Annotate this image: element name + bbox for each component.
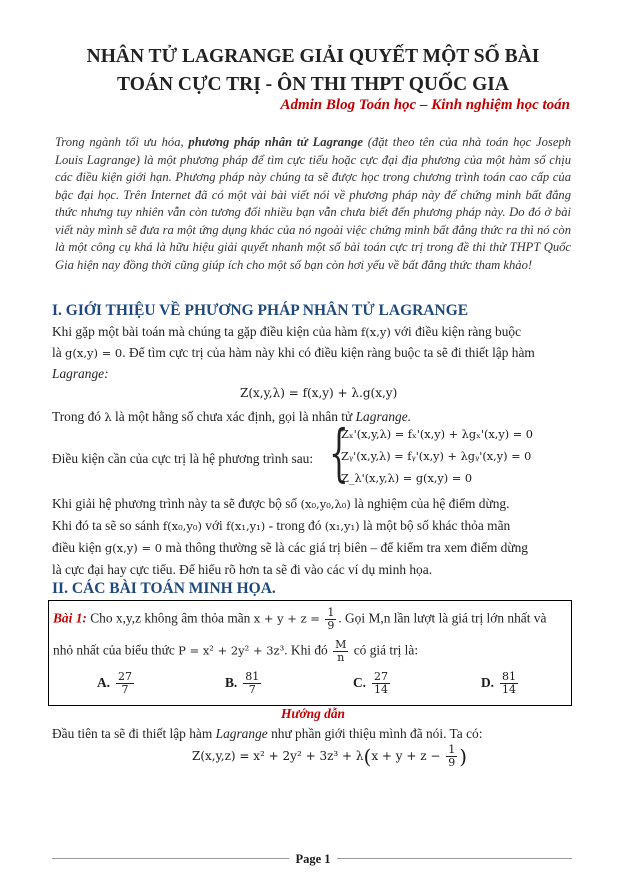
option-b[interactable]: B. $\frac{81}{7}$ — [225, 670, 260, 696]
s1-paragraph-5: Khi đó ta sẽ so sánh f(x₀,y₀) với f(x₁,y₁) - trong đó (x₁,y₁) là một bộ số khác thỏa mãn — [52, 518, 511, 533]
page-number: Page 1 — [0, 852, 626, 867]
s1-paragraph-2: Trong đó λ là một hằng số chưa xác định, gọi là nhân tử Lagrange. — [52, 409, 412, 424]
s1-paragraph-3: Điều kiện cần của cực trị là hệ phương trình sau: — [52, 451, 314, 466]
problem-1-statement-2: nhỏ nhất của biểu thức P = x² + 2y² + 3z³. Khi đó $\frac{M}{n}$ có giá trị là: — [53, 638, 419, 664]
fraction-one-ninth-2: $\frac{1}{9}$ — [448, 743, 456, 769]
s1-paragraph-4: Khi giải hệ phương trình này ta sẽ được bộ số (x₀,y₀,λ₀) là nghiệm của hệ điểm dừng. — [52, 496, 510, 511]
lagrange-equation-problem-1: Z(x,y,z) = x² + 2y² + 3z³ + λ(x + y + z − $\frac{1}{9}$ ) — [192, 743, 468, 769]
huong-dan-heading: Hướng dẫn — [281, 706, 345, 721]
option-a[interactable]: A. $\frac{27}{7}$ — [97, 670, 133, 696]
option-c[interactable]: C. $\frac{27}{14}$ — [353, 670, 389, 696]
author-line: Admin Blog Toán học – Kinh nghiệm học toán — [280, 97, 570, 113]
s1-paragraph-1: Khi gặp một bài toán mà chúng ta gặp điều kiện của hàm f(x,y) với điều kiện ràng buộc — [52, 324, 522, 339]
page-title-line-1: NHÂN TỬ LAGRANGE GIẢI QUYẾT MỘT SỐ BÀI — [86, 46, 540, 67]
system-line-2: Zᵧ'(x,y,λ) = fᵧ'(x,y) + λgᵧ'(x,y) = 0 — [341, 450, 532, 463]
equation-system — [329, 416, 559, 494]
solution-intro: Đầu tiên ta sẽ đi thiết lập hàm Lagrange như phần giới thiệu mình đã nói. Ta có: — [52, 726, 483, 741]
s1-paragraph-1b: là g(x,y) = 0. Để tìm cực trị của hàm này khi có điều kiện ràng buộc ta sẽ đi thiết lập hàm — [52, 345, 535, 360]
page-title-line-2: TOÁN CỰC TRỊ - ÔN THI THPT QUỐC GIA — [117, 74, 509, 95]
section-1-heading: I. GIỚI THIỆU VỀ PHƯƠNG PHÁP NHÂN TỬ LAGRANGE — [52, 302, 469, 319]
section-2-heading: II. CÁC BÀI TOÁN MINH HỌA. — [52, 580, 276, 597]
s1-lagrange-label: Lagrange: — [52, 366, 109, 381]
s1-paragraph-6: điều kiện g(x,y) = 0 mà thông thường sẽ là các giá trị biên – để kiểm tra xem điểm dừng — [52, 540, 528, 555]
system-line-1: Zₓ'(x,y,λ) = fₓ'(x,y) + λgₓ'(x,y) = 0 — [341, 428, 533, 441]
lagrange-function-equation: Z(x,y,λ) = f(x,y) + λ.g(x,y) — [240, 386, 398, 400]
intro-paragraph: Trong ngành tối ưu hóa, phương pháp nhân tử Lagrange (đặt theo tên của nhà toán học Joseph Louis Lagrange) là một phương pháp để tìm cực tiểu hoặc cực đại địa phương của một hàm số chịu các điều kiện giới hạn. Phương pháp này chúng ta sẽ được học trong chương trình toán cao cấp của bậc đại học. Trên Internet đã có một vài bài viết nói về phương pháp này để chứng minh bất đẳng thức nhưng tuy nhiên vẫn còn tương đối nhiều bạn vẫn chưa biết đến phương pháp này. Do đó ở bài viết này mình sẽ đưa ra một ứng dụng khác của nó ngoài việc chứng minh bất đẳng thức ra thì nó còn là một công cụ khá là hữu hiệu giải quyết nhanh một số bài toán cực trị trong đề thi thử THPT Quốc Gia hiện nay đồng thời cũng giúp ích cho một số bạn còn hơi yếu về bất đẳng thức tham khảo! — [55, 135, 571, 272]
fraction-one-ninth: $\frac{1}{9}$ — [327, 606, 335, 632]
option-d[interactable]: D. $\frac{81}{14}$ — [481, 670, 517, 696]
brace-icon: { — [329, 416, 349, 489]
problem-1-statement: Bài 1: Cho x,y,z không âm thỏa mãn x + y + z = $\frac{1}{9}$ . Gọi M,n lần lượt là giá trị lớn nhất và — [53, 606, 547, 632]
problem-1-box — [48, 600, 572, 706]
s1-paragraph-7: là cực đại hay cực tiểu. Để hiểu rõ hơn ta sẽ đi vào các ví dụ minh họa. — [52, 562, 433, 577]
fraction-m-over-n: $\frac{M}{n}$ — [335, 638, 347, 664]
system-line-3: Z_λ'(x,y,λ) = g(x,y) = 0 — [341, 472, 473, 485]
